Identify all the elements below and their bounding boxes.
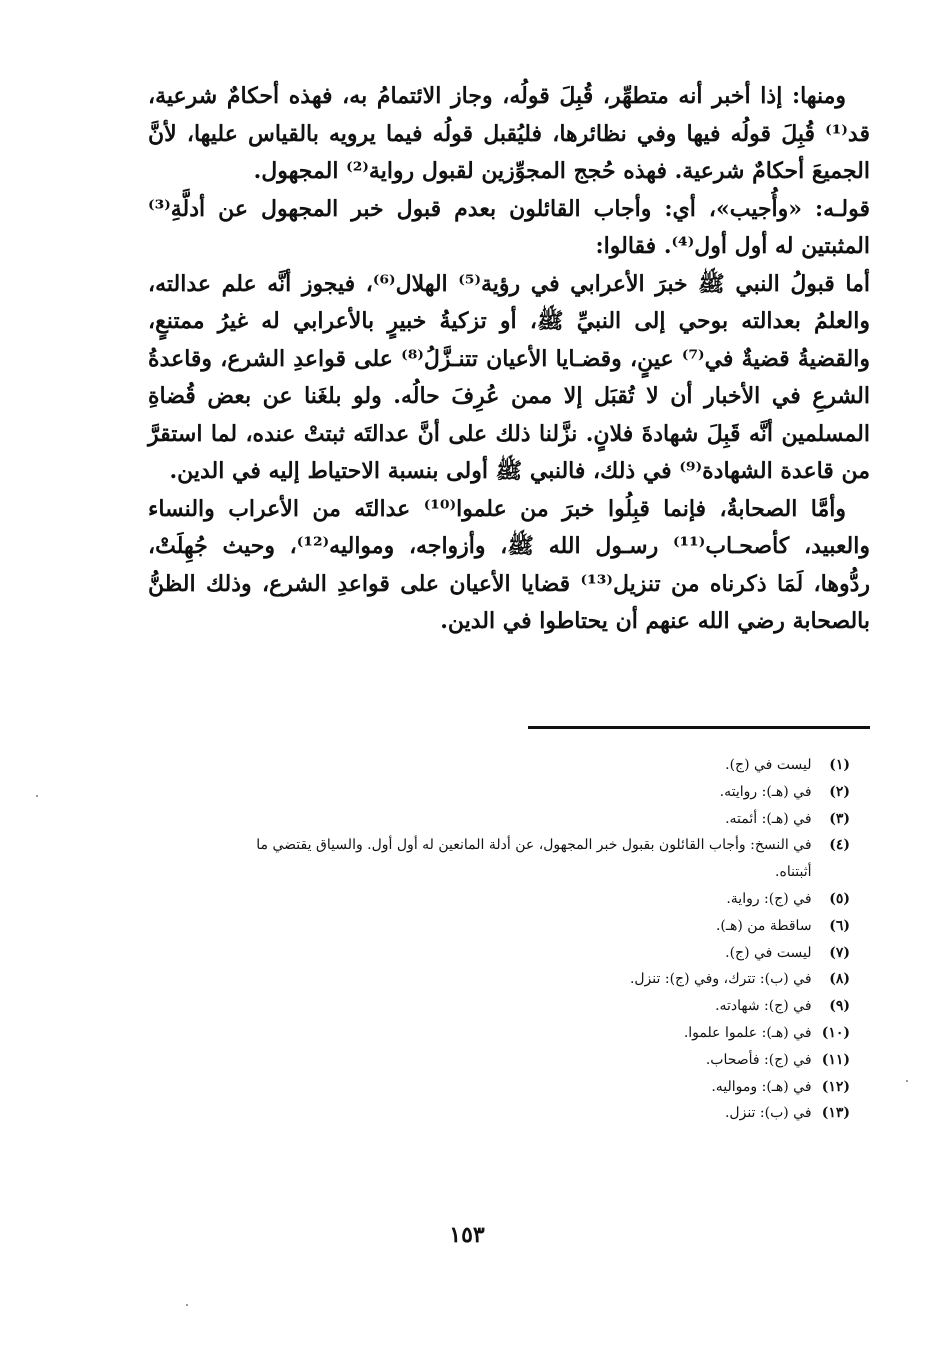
footnote-number: (٥) — [829, 890, 850, 907]
footnote-text: في (هـ): أئمته. — [725, 810, 812, 827]
footnote-number: (٧) — [829, 944, 850, 961]
paragraph-2: قولـه: «وأُجيب»، أي: وأجاب القائلون بعدم قبول خبر المجهول عن أدلَّةِ⁽³⁾ المثبتين له أول أول⁽⁴⁾. فقالوا: — [148, 195, 870, 259]
footnote-number: (١) — [829, 757, 850, 773]
main-text-block — [148, 78, 870, 641]
footnote-item — [150, 886, 850, 913]
footnote-text: في (ب): تترك، وفي (ج): تنزل. — [629, 971, 812, 988]
footnote-number: (٢) — [829, 783, 850, 800]
scan-speck — [906, 1080, 908, 1082]
footnote-text: في (ج): رواية. — [726, 890, 812, 907]
footnote-number: (٣) — [829, 810, 850, 827]
footnote-text: في (ج): فأصحاب. — [705, 1051, 812, 1068]
footnote-item — [150, 940, 850, 967]
footnote-text: في (ج): شهادته. — [715, 998, 812, 1015]
footnote-number: (٨) — [829, 971, 850, 988]
footnote-item — [150, 1074, 850, 1101]
footnote-number: (١٠) — [821, 1024, 850, 1041]
footnote-number: (١٢) — [821, 1078, 850, 1095]
footnote-item — [150, 1047, 850, 1074]
footnote-text: ليست في (ج). — [725, 944, 812, 961]
footnote-number: (١٣) — [821, 1105, 850, 1122]
footnote-text: في (ب): تنزل. — [724, 1105, 812, 1122]
footnote-number: (٦) — [829, 917, 850, 934]
footnote-separator-rule — [528, 726, 870, 729]
footnotes-list — [150, 752, 850, 1127]
footnote-text: ساقطة من (هـ). — [715, 917, 812, 934]
footnote-item — [150, 966, 850, 993]
footnote-item — [150, 806, 850, 833]
footnote-number: (٩) — [829, 998, 850, 1015]
paragraph-3: أما قبولُ النبي ﷺ خبرَ الأعرابي في رؤية⁽⁵⁾ الهلال⁽⁶⁾، فيجوز أنَّه علم عدالته، والعلمُ بعدالته بوحي إلى النبيِّ ﷺ، أو تزكيةُ خبيرٍ بالأعرابي له غيرُ ممتنعٍ، والقضيةُ قضيةٌ في⁽⁷⁾ عينٍ، وقضـايا الأعيان تتنـزَّلُ⁽⁸⁾ على قواعدِ الشرع، وقاعدةُ الشرعِ في الأخبار أن لا تُقبَل إلا ممن عُرِفَ حالُه. ولو بلغَنا عن بعض قُضاةِ المسلمين أنَّه قَبِلَ شهادةَ فلانٍ. نزَّلنا ذلك على أنَّ عدالتَه ثبتتْ عنده، لما استقرَّ من قاعدة الشهادة⁽⁹⁾ في ذلك، فالنبي ﷺ أولى بنسبة الاحتياط إليه في الدين. — [148, 270, 870, 484]
footnote-text: في النسخ: وأجاب القائلون بقبول خبر المجهول، عن أدلة المانعين له أول أول. والسياق يقتضي ما — [256, 837, 812, 854]
footnote-text: في (هـ): ومواليه. — [711, 1078, 812, 1095]
paragraph-1: ومنها: إذا أخبر أنه متطهِّر، قُبِلَ قولُه، وجاز الائتمامُ به، فهذه أحكامٌ شرعية، قد⁽¹⁾ قُبِلَ قولُه فيها وفي نظائرها، فليُقبل قولُه فيما يرويه بالقياس عليها، لأنَّ الجميعَ أحكامٌ شرعية. فهذه حُجج المجوِّزين لقبول رواية⁽²⁾ المجهول. — [148, 83, 870, 184]
footnote-continuation: أثبتناه. — [775, 864, 812, 881]
page-number: ١٥٣ — [449, 1222, 485, 1248]
footnote-item — [150, 832, 850, 886]
footnote-item — [150, 1100, 850, 1127]
footnote-item — [150, 752, 850, 779]
footnote-item — [150, 993, 850, 1020]
footnote-item — [150, 779, 850, 806]
scan-speck — [36, 795, 38, 797]
paragraph-4: وأمَّا الصحابةُ، فإنما قبِلُوا خبرَ من علموا⁽¹⁰⁾ عدالتَه من الأعراب والنساء والعبيد، كأصحـاب⁽¹¹⁾ رسـول الله ﷺ، وأزواجه، ومواليه⁽¹²⁾، وحيث جُهِلَتْ، ردُّوها، لَمَا ذكرناه من تنزيل⁽¹³⁾ قضايا الأعيان على قواعدِ الشرع، وذلك الظنُّ بالصحابة رضي الله عنهم أن يحتاطوا في الدين. — [148, 495, 871, 634]
footnote-item — [150, 913, 850, 940]
scan-speck — [186, 1304, 188, 1306]
footnote-number: (٤) — [829, 837, 850, 854]
footnote-text: ليست في (ج). — [725, 757, 812, 773]
footnote-item — [150, 1020, 850, 1047]
footnote-number: (١١) — [821, 1051, 850, 1068]
footnote-text: في (هـ): روايته. — [719, 783, 812, 800]
footnote-text: في (هـ): علموا علموا. — [683, 1024, 812, 1041]
